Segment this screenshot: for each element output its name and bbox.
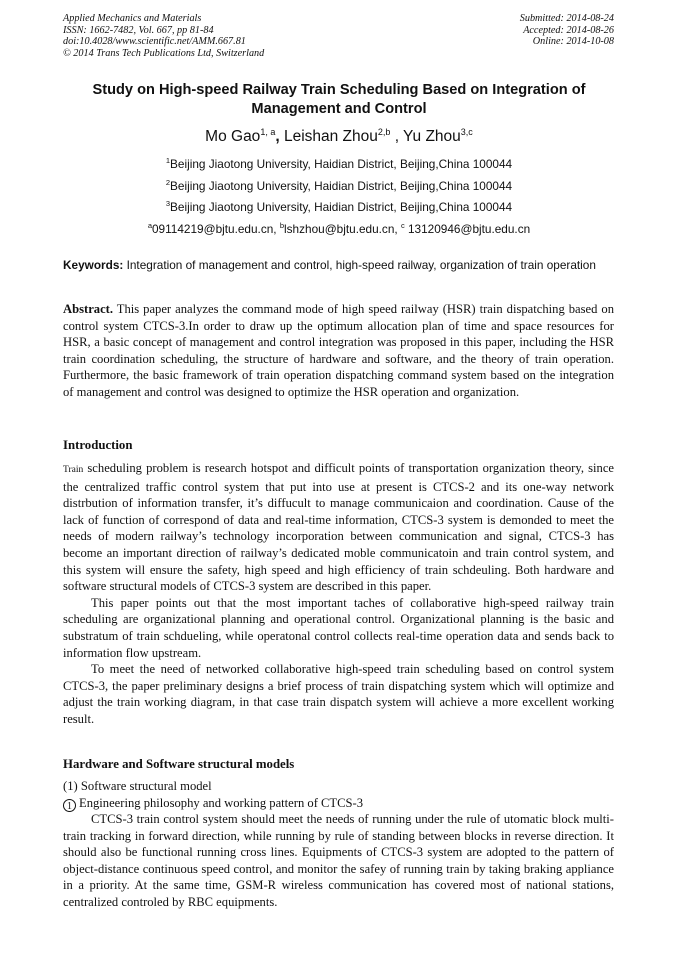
- affiliation: [0, 157, 678, 171]
- doi-line: doi:10.4028/www.scientific.net/AMM.667.81: [63, 36, 246, 48]
- paragraph: [63, 460, 614, 595]
- affiliation-text: Beijing Jiaotong University, Haidian District, Beijing,China 100044: [170, 157, 513, 171]
- author-list: Mo Gao$^{1, a}$, Leishan Zhou$^{2,b}$ , Yu Zhou$^{3,c}$: [205, 126, 473, 145]
- affiliation-marker: 1: [165, 156, 171, 166]
- email-address: 09114219@bjtu.edu.cn,: [151, 222, 277, 236]
- email-address: lshzhou@bjtu.edu.cn,: [284, 222, 398, 236]
- accepted-date: Accepted: 2014-08-26: [523, 24, 614, 36]
- affiliation-text: Beijing Jiaotong University, Haidian District, Beijing,China 100044: [170, 179, 513, 193]
- hardware-body: [63, 811, 614, 911]
- author-name: Leishan Zhou: [283, 128, 378, 145]
- online-date: Online: 2014-10-08: [532, 36, 614, 48]
- submitted-date: Submitted: 2014-08-24: [519, 13, 614, 24]
- introduction-body: [63, 460, 614, 728]
- journal-header: [63, 13, 264, 59]
- section-heading-hardware: Hardware and Software structural models: [63, 757, 295, 771]
- affiliation: [0, 179, 678, 193]
- affiliation-marker: 2: [165, 178, 171, 188]
- keywords-block: [63, 258, 614, 274]
- section-heading-introduction: Introduction: [63, 438, 133, 452]
- subsection-software-model: (1) Software structural model: [63, 779, 212, 793]
- affiliation-text: Beijing Jiaotong University, Haidian District, Beijing,China 100044: [170, 200, 513, 214]
- email-address: 13120946@bjtu.edu.cn: [407, 222, 531, 236]
- email-marker: a: [147, 221, 152, 231]
- abstract-label: Abstract.: [63, 302, 114, 316]
- paper-title: [40, 81, 638, 119]
- keywords-text: Integration of management and control, high-speed railway, organization of train operation: [126, 258, 596, 272]
- author-marker: 1, a: [260, 126, 276, 137]
- author-marker: 2,b: [377, 126, 391, 137]
- paragraph-lead: Train: [63, 465, 84, 475]
- author-marker: 3,c: [460, 126, 473, 137]
- affiliation: [0, 200, 678, 214]
- keywords-label: Keywords:: [63, 258, 124, 272]
- issn-line: ISSN: 1662-7482, Vol. 667, pp 81-84: [63, 24, 214, 36]
- abstract-block: [63, 301, 614, 401]
- title-line-1: Study on High-speed Railway Train Scheduling Based on Integration of: [92, 82, 586, 98]
- subsection-engineering-philosophy: [63, 795, 363, 812]
- email-marker: c: [400, 221, 405, 231]
- circled-number: 1: [63, 799, 76, 812]
- abstract-text: This paper analyzes the command mode of high speed railway (HSR) train dispatching based on control system CTCS-3.In order to draw up the optimum allocation plan of time and space resources for HSR, a basic concept of management and control integration was proposed in this paper, including the HSR train coordination scheduling, the structure of hardware and software, and the theory of train operation. Furthermore, the basic framework of train operation dispatching command system based on the integration of management and control was designed to optimize the HSR operation and organization.: [63, 302, 614, 399]
- journal-name: Applied Mechanics and Materials: [63, 13, 202, 24]
- affiliation-marker: 3: [165, 199, 171, 209]
- paragraph-text: scheduling problem is research hotspot and difficult points of transportation organization theory, since the centralized traffic control system that put into use at present is CTCS-2 and its one-way network distrbution of information transfer, it’s diffucult to manage communicaion and coordination. Cause of the lack of function of correspond of data and real-time information, CTCS-3 system is demonded to meet the needs of modern railway’s technology incorporation between communication and signal, CTCS-3 has become an important direction of railway’s dedicated moble communicatoin and train control system, and this system will ensure the safety, high speed and high efficiency of train schdeuling. Both hardware and software structural models of CTCS-3 system are described in this paper.: [63, 461, 614, 594]
- author-name: Mo Gao: [205, 128, 261, 145]
- author-name: Yu Zhou: [403, 128, 461, 145]
- email-marker: b: [279, 221, 285, 231]
- subsection-title: Engineering philosophy and working pattern of CTCS-3: [79, 796, 364, 810]
- dates-header: [520, 13, 614, 48]
- paragraph: This paper points out that the most important taches of collaborative high-speed railway train scheduling are organizational planning and operational control. Organizational planning is the basic and substratum of train schdueling, while operatonal control collects real-time operation data and sends back to information flow upstream.: [63, 595, 614, 660]
- email-list: [0, 222, 678, 236]
- paragraph: CTCS-3 train control system should meet the needs of running under the rule of utomatic block multi-train tracking in forward direction, while running by rule of standing between blocks in reverse direction. It should also be functional running cross lines. Equipments of CTCS-3 system are adopted to the pattern of object-distance continuous speed control, and monitor the safey of running train by taking braking appliance in a priority. At the same time, GSM-R wireless communication has covered most of national stations, centralized controled by RBC equipments.: [63, 812, 614, 909]
- title-line-2: Management and Control: [251, 101, 427, 117]
- copyright-line: © 2014 Trans Tech Publications Ltd, Switzerland: [63, 47, 265, 59]
- paragraph: To meet the need of networked collaborative high-speed train scheduling based on control system CTCS-3, the paper preliminary designs a brief process of train dispatching system which will optimize and adjust the train working diagram, in that case train dispatch system will achieve a more excellent working result.: [63, 662, 614, 726]
